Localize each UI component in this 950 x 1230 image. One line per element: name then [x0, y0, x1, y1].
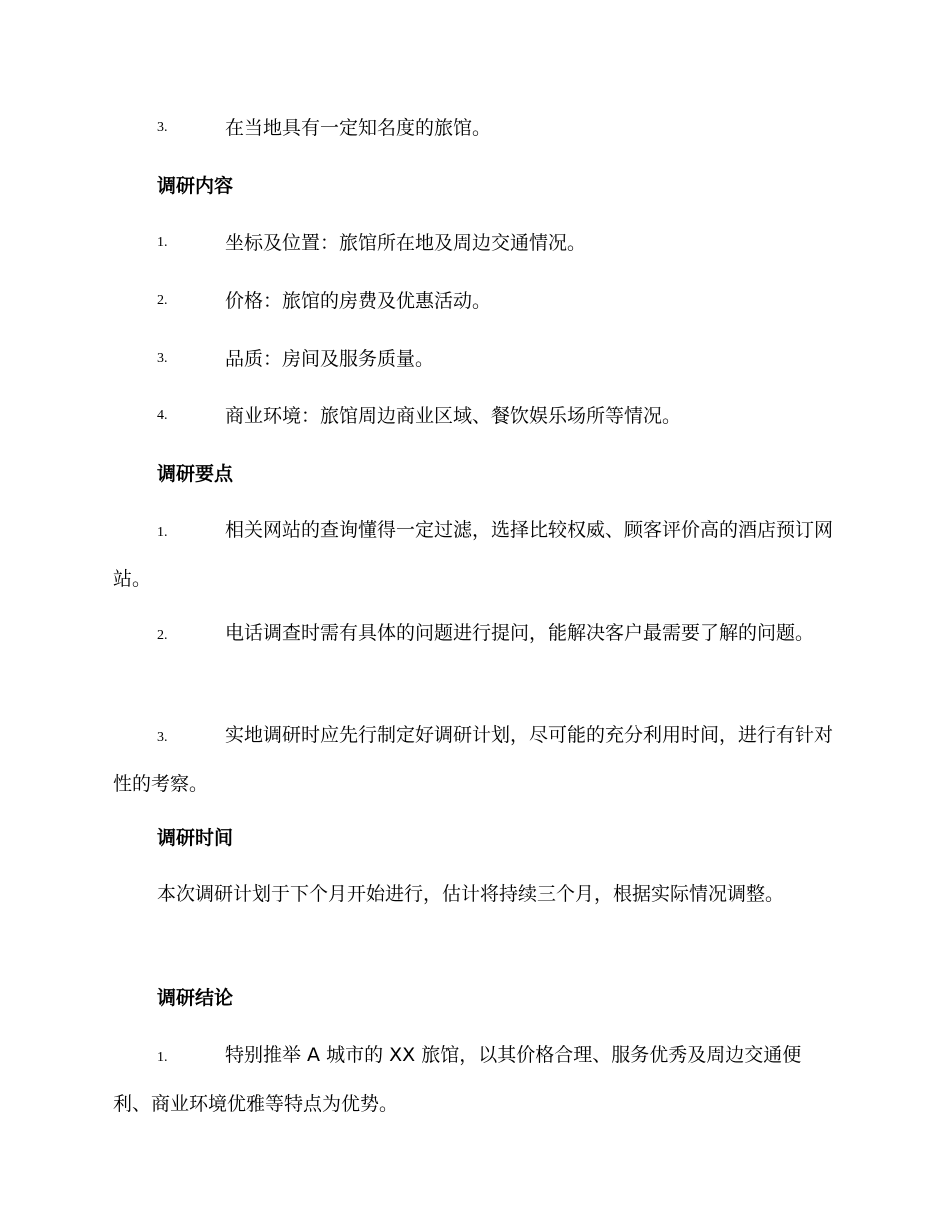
list-item-text: 坐标及位置：旅馆所在地及周边交通情况。 — [225, 232, 587, 254]
list-item-text: 商业环境：旅馆周边商业区域、餐饮娱乐场所等情况。 — [225, 405, 682, 427]
section-heading-time: 调研时间 — [157, 827, 234, 849]
list-item-text: 相关网站的查询懂得一定过滤，选择比较权威、顾客评价高的酒店预订网站。 — [113, 519, 834, 590]
list-item-text: 特别推举 A 城市的 XX 旅馆，以其价格合理、服务优秀及周边交通便利、商业环境优雅等特点为优势。 — [113, 1044, 802, 1115]
list-item — [113, 1032, 838, 1127]
section-heading-conclusion: 调研结论 — [157, 987, 234, 1009]
list-item-number: 2. — [157, 628, 168, 643]
list-item — [113, 507, 838, 602]
list-item — [157, 289, 491, 313]
list-item-text: 在当地具有一定知名度的旅馆。 — [225, 117, 492, 139]
list-item-number: 3. — [157, 351, 168, 366]
list-item-number: 1. — [157, 525, 168, 540]
section-heading-points: 调研要点 — [157, 463, 234, 485]
list-item-number: 4. — [157, 408, 168, 423]
paragraph-text: 本次调研计划于下个月开始进行，估计将持续三个月，根据实际情况调整。 — [157, 883, 785, 905]
list-item-number: 1. — [157, 1050, 168, 1065]
list-item-number: 1. — [157, 235, 168, 250]
list-item-text: 实地调研时应先行制定好调研计划，尽可能的充分利用时间，进行有针对性的考察。 — [113, 724, 834, 795]
list-item — [113, 712, 838, 807]
list-item — [157, 231, 586, 255]
list-item-number: 3. — [157, 120, 168, 135]
list-item — [157, 404, 681, 428]
paragraph — [113, 871, 838, 917]
list-item-text: 品质：房间及服务质量。 — [225, 348, 435, 370]
list-item-number: 3. — [157, 730, 168, 745]
list-item — [157, 116, 491, 140]
list-item — [113, 610, 838, 659]
list-item-text: 价格：旅馆的房费及优惠活动。 — [225, 290, 492, 312]
list-item-number: 2. — [157, 293, 168, 308]
list-item-text: 电话调查时需有具体的问题进行提问，能解决客户最需要了解的问题。 — [225, 622, 815, 644]
list-item — [157, 347, 434, 371]
section-heading-content: 调研内容 — [157, 175, 234, 197]
